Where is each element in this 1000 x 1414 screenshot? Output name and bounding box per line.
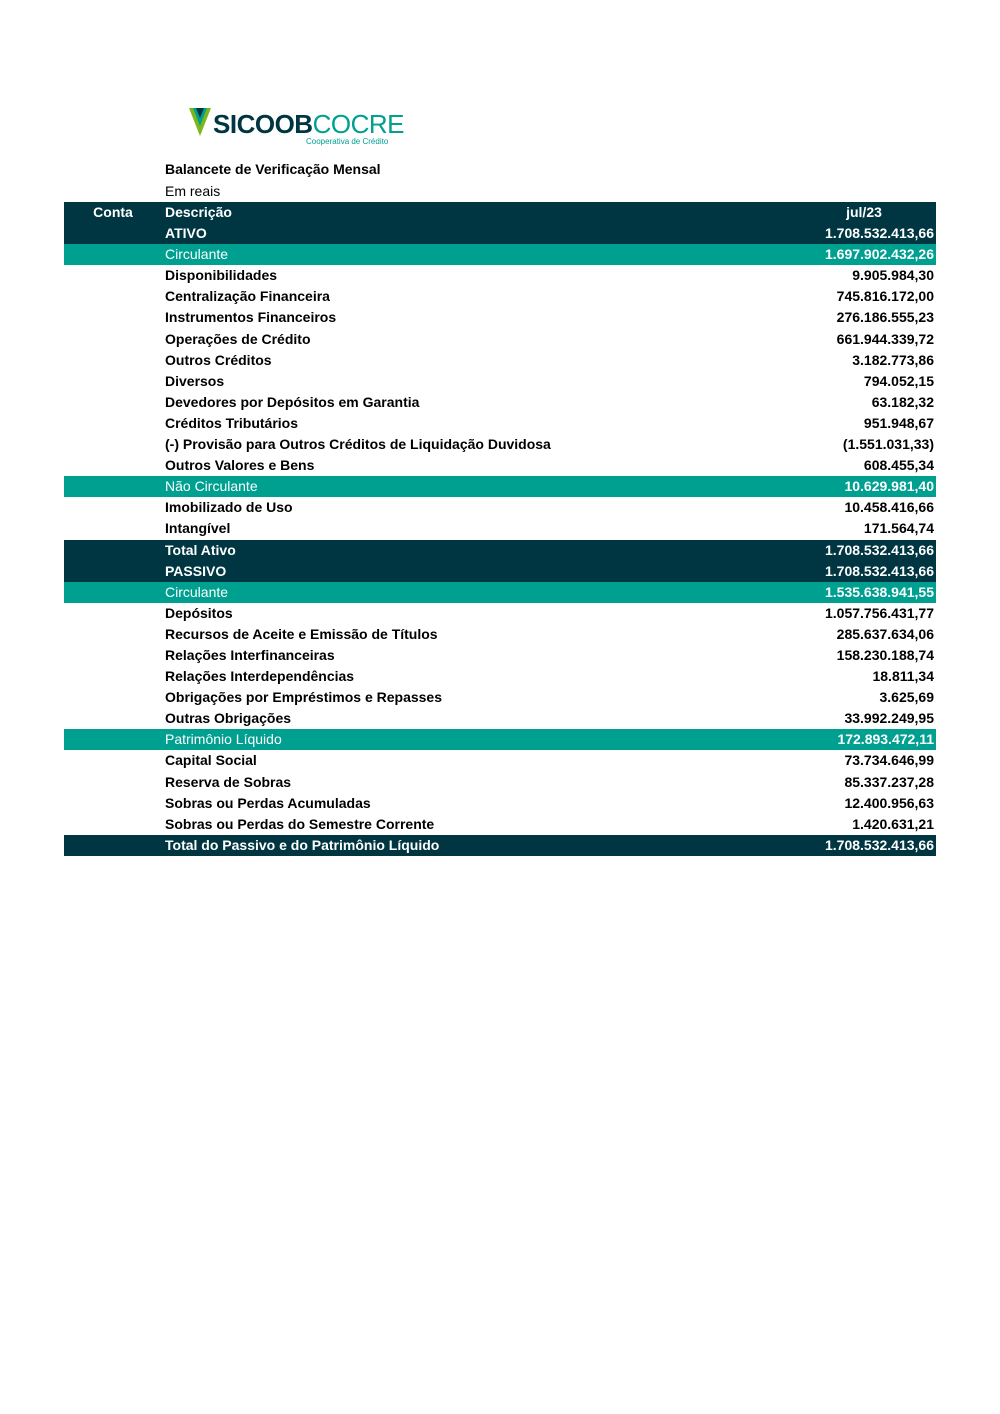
balance-table bbox=[64, 202, 936, 856]
row-value: 661.944.339,72 bbox=[836, 330, 934, 347]
table-row bbox=[64, 455, 936, 476]
row-value: 158.230.188,74 bbox=[836, 646, 934, 663]
table-row bbox=[64, 329, 936, 350]
sicoob-logo-icon bbox=[189, 108, 211, 138]
row-description: Não Circulante bbox=[165, 478, 258, 495]
table-row bbox=[64, 666, 936, 687]
row-value: (1.551.031,33) bbox=[842, 436, 934, 453]
table-row bbox=[64, 835, 936, 856]
row-value: 63.182,32 bbox=[871, 393, 934, 410]
table-row bbox=[64, 814, 936, 835]
logo-wordmark bbox=[213, 110, 404, 138]
row-description: Sobras ou Perdas Acumuladas bbox=[165, 794, 371, 811]
table-row bbox=[64, 750, 936, 771]
row-value: 18.811,34 bbox=[872, 668, 934, 685]
row-description: Imobilizado de Uso bbox=[165, 499, 293, 516]
row-value: 1.535.638.941,55 bbox=[825, 583, 934, 600]
row-description: Recursos de Aceite e Emissão de Títulos bbox=[165, 625, 438, 642]
row-description: Centralização Financeira bbox=[165, 288, 330, 305]
row-description: Diversos bbox=[165, 372, 225, 389]
row-value: 1.708.532.413,66 bbox=[825, 225, 934, 242]
table-row bbox=[64, 603, 936, 624]
table-row bbox=[64, 772, 936, 793]
logo-subtext: Cooperativa de Crédito bbox=[306, 137, 389, 146]
row-description: Obrigações por Empréstimos e Repasses bbox=[165, 689, 442, 706]
row-description: Outros Valores e Bens bbox=[165, 457, 315, 474]
row-description: Outras Obrigações bbox=[165, 710, 292, 727]
row-value: 285.637.634,06 bbox=[836, 625, 934, 642]
row-value: 276.186.555,23 bbox=[836, 309, 934, 326]
row-value: 1.708.532.413,66 bbox=[825, 541, 934, 558]
row-description: Circulante bbox=[165, 583, 229, 600]
table-row bbox=[64, 265, 936, 286]
table-row bbox=[64, 434, 936, 455]
document-subtitle: Em reais bbox=[165, 183, 221, 199]
row-description: Operações de Crédito bbox=[165, 330, 311, 347]
row-description: Sobras ou Perdas do Semestre Corrente bbox=[165, 815, 435, 832]
table-row bbox=[64, 624, 936, 645]
table-row bbox=[64, 350, 936, 371]
row-value: 73.734.646,99 bbox=[844, 752, 934, 769]
row-description: (-) Provisão para Outros Créditos de Liquidação Duvidosa bbox=[165, 436, 551, 453]
sicoob-logo bbox=[189, 106, 404, 150]
table-row bbox=[64, 307, 936, 328]
table-row bbox=[64, 392, 936, 413]
row-value: 9.905.984,30 bbox=[852, 267, 934, 284]
row-value: 3.182.773,86 bbox=[852, 351, 934, 368]
table-row bbox=[64, 371, 936, 392]
logo-text-cocre: COCRE bbox=[312, 109, 404, 139]
table-row bbox=[64, 518, 936, 539]
row-value: 608.455,34 bbox=[863, 457, 934, 474]
row-description: Circulante bbox=[165, 246, 229, 263]
row-description: Reserva de Sobras bbox=[165, 773, 292, 790]
row-description: Disponibilidades bbox=[165, 267, 278, 284]
row-description: ATIVO bbox=[165, 225, 207, 242]
table-row bbox=[64, 497, 936, 518]
row-description: Depósitos bbox=[165, 604, 233, 621]
row-description: Intangível bbox=[165, 520, 231, 537]
row-description: Patrimônio Líquido bbox=[165, 731, 282, 748]
row-value: 1.420.631,21 bbox=[852, 815, 934, 832]
table-row bbox=[64, 413, 936, 434]
document-title: Balancete de Verificação Mensal bbox=[165, 161, 381, 177]
table-row bbox=[64, 476, 936, 497]
row-value: 1.697.902.432,26 bbox=[825, 246, 934, 263]
row-value: 33.992.249,95 bbox=[844, 710, 934, 727]
header-descricao: Descrição bbox=[165, 204, 232, 220]
table-row bbox=[64, 286, 936, 307]
row-description: Instrumentos Financeiros bbox=[165, 309, 337, 326]
table-row bbox=[64, 793, 936, 814]
row-value: 951.948,67 bbox=[863, 414, 934, 431]
table-header bbox=[64, 202, 936, 223]
table-row bbox=[64, 582, 936, 603]
table-row bbox=[64, 708, 936, 729]
row-value: 172.893.472,11 bbox=[837, 731, 934, 748]
row-description: Total Ativo bbox=[165, 541, 236, 558]
table-row bbox=[64, 540, 936, 561]
table-row bbox=[64, 687, 936, 708]
row-value: 171.564,74 bbox=[863, 520, 934, 537]
table-body bbox=[64, 223, 936, 856]
header-conta: Conta bbox=[93, 204, 133, 220]
row-value: 1.057.756.431,77 bbox=[825, 604, 934, 621]
row-description: Relações Interdependências bbox=[165, 668, 355, 685]
row-description: Créditos Tributários bbox=[165, 414, 299, 431]
row-value: 1.708.532.413,66 bbox=[825, 562, 934, 579]
row-value: 1.708.532.413,66 bbox=[825, 836, 934, 853]
row-description: Capital Social bbox=[165, 752, 257, 769]
logo-text-sicoob: SICOOB bbox=[213, 109, 313, 139]
table-row bbox=[64, 223, 936, 244]
table-row bbox=[64, 645, 936, 666]
table-row bbox=[64, 244, 936, 265]
table-row bbox=[64, 561, 936, 582]
row-value: 10.458.416,66 bbox=[844, 499, 934, 516]
row-description: Relações Interfinanceiras bbox=[165, 646, 335, 663]
row-description: Total do Passivo e do Patrimônio Líquido bbox=[165, 836, 440, 853]
row-description: PASSIVO bbox=[165, 562, 227, 579]
row-value: 745.816.172,00 bbox=[836, 288, 934, 305]
row-value: 794.052,15 bbox=[863, 372, 934, 389]
row-value: 12.400.956,63 bbox=[844, 794, 934, 811]
header-period: jul/23 bbox=[846, 204, 882, 220]
row-value: 85.337.237,28 bbox=[844, 773, 934, 790]
row-value: 10.629.981,40 bbox=[844, 478, 934, 495]
row-value: 3.625,69 bbox=[879, 689, 934, 706]
row-description: Outros Créditos bbox=[165, 351, 272, 368]
row-description: Devedores por Depósitos em Garantia bbox=[165, 393, 420, 410]
table-row bbox=[64, 729, 936, 750]
